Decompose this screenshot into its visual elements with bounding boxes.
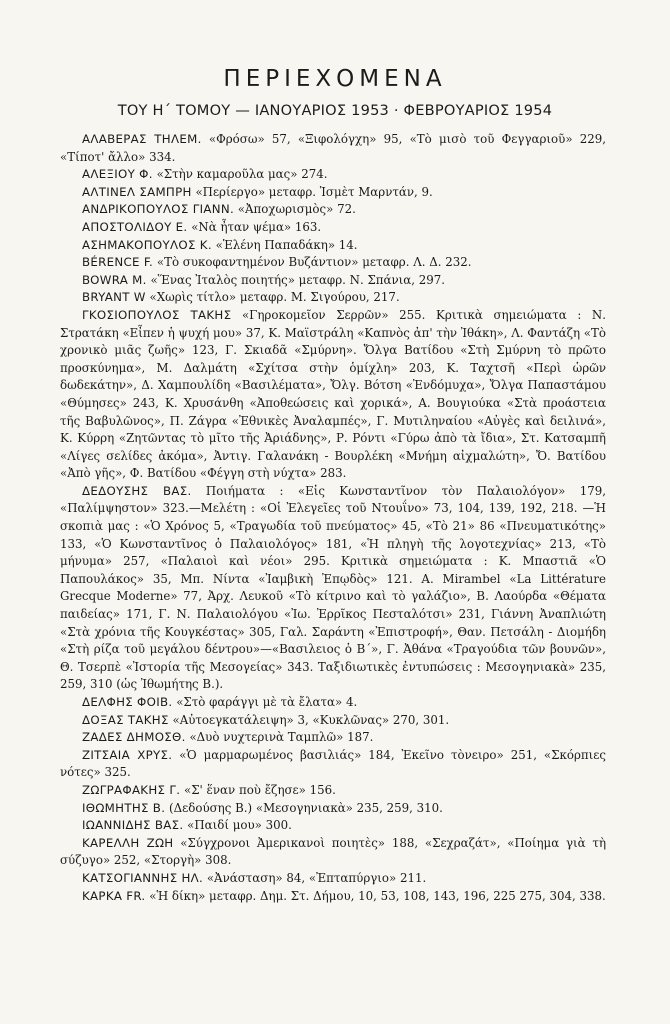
entry-text: «Σύγχρονοι Ἀμερικανοὶ ποιητὲς» 188, «Σεχραζάτ», «Ποίημα γιὰ τὴ σύζυγο» 252, «Στοργὴ» 308. [60, 835, 607, 868]
entry-text: «Ἀνάσταση» 84, «Ἐπταπύργιο» 211. [206, 870, 427, 885]
entry-author: ΑΛΤΙΝΕΛ ΣΑΜΠΡΗ [82, 184, 192, 199]
entry-text: «Παιδί μου» 300. [187, 818, 292, 833]
entry-author: ΓΚΟΣΙΟΠΟΥΛΟΣ ΤΑΚΗΣ [82, 307, 232, 322]
entry-text: «Ἡ δίκη» μεταφρ. Δημ. Στ. Δήμου, 10, 53, 108, 143, 196, 225 275, 304, 338. [149, 888, 606, 903]
entry-author: ΚΑΤΣΟΓΙΑΝΝΗΣ ΗΛ. [82, 870, 204, 885]
entry-text: «Ἕνας Ἰταλὸς ποιητής» μεταφρ. Ν. Σπάνια, 297. [150, 272, 446, 287]
entry-author: ΑΠΟΣΤΟΛΙΔΟΥ Ε. [82, 219, 188, 234]
entry-author: BOWRA M. [82, 272, 147, 287]
entry-author: ΚΑΡΕΛΛΗ ΖΩΗ [82, 835, 174, 850]
entry-author: ΙΩΑΝΝΙΔΗΣ ΒΑΣ. [82, 818, 184, 833]
index-entry [60, 712, 606, 730]
page-subtitle: ΤΟΥ Η΄ ΤΟΜΟΥ — ΙΑΝΟΥΑΡΙΟΣ 1953 · ΦΕΒΡΟΥΑΡΙΟΣ 1954 [117, 102, 553, 119]
entry-author: ΔΕΛΦΗΣ ΦΟΙΒ. [82, 695, 173, 709]
entry-text: «Δυὸ νυχτερινὰ Ταμπλῶ» 187. [189, 730, 374, 745]
entry-author: ΔΟΞΑΣ ΤΑΚΗΣ [82, 712, 169, 727]
index-entry [60, 219, 606, 237]
entry-author: ΙΘΩΜΗΤΗΣ Β. [82, 800, 166, 815]
entry-author: ΚΑΡΚΑ FR. [82, 888, 146, 903]
entry-text: Ποιήματα : «Εἰς Κωνσταντῖνον τὸν Παλαιολόγον» 179, «Παλίμψηστον» 323.—Μελέτη : «Οἱ Ἐλεγεῖες τοῦ Ντουΐνο» 73, 104, 139, 192, 218. —Ἡ σκοπιὰ μας : «Ὁ Χρόνος 5, «Τραγωδία τοῦ πνεύματος» 45, «Τὸ 21» 86 «Πνευματικότης» 133, «Ὁ Κωνσταντῖνος ὁ Παλαιολόγος» 181, «Ἡ πληγὴ τῆς λογοτεχνίας» 213, «Τὸ μήνυμα» 257, «Παλαιοὶ καὶ νέοι» 295. Κριτικὰ σημειώματα : Κ. Μπαστιᾶ «Ὁ Παπουλάκος» 35, Μπ. Νίντα «Ἰαμβικὴ Ἐπῳδὸς» 121. A. Mirambel «La Littérature Grecque Moderne» 77, Ἀρχ. Λευκοῦ «Τὸ κίτρινο καὶ τὸ γαλάζιο», Β. Λαούρδα «Θέματα παιδείας» 171, Γ. Ν. Παλαιολόγου «Ἰω. Ἐρρῖκος Πεσταλότσι» 231, Γιάννη Ἀναπλιώτη «Στὰ χρόνια τῆς Κουγκέστας» 305, Γαλ. Σαράντη «Ἐπιστροφή», Θαν. Πετσάλη - Διομήδη «Στὴ ρίζα τοῦ μεγάλου δέντρου»—«Βασιλειος ὁ Β΄», Γ. Ἀθάνα «Τραγούδια τῶν βουνῶν», Θ. Τσερπὲ «Ἰστορία τῆς Μεσογείας» 343. Ταξιδιωτικὲς ἐντυπώσεις : Μεσογηνιακὰ» 235, 259, 310 (ὡς Ἰθωμήτης Β.). [60, 483, 606, 692]
page-title: ΠΕΡΙΕΧΟΜΕΝΑ [223, 66, 447, 92]
entry-text: «Ἀποχωρισμὸς» 72. [237, 202, 356, 217]
index-entry [60, 483, 606, 694]
index-entry [60, 782, 606, 800]
entry-text: «Στὴν καμαροῦλα μας» 274. [156, 167, 328, 182]
index-entry [60, 729, 606, 747]
entry-author: ΖΙΤΣΑΙΑ ΧΡΥΣ. [82, 747, 173, 762]
entries-list [60, 131, 606, 905]
entry-text: «Αὐτοεγκατάλειψη» 3, «Κυκλῶνας» 270, 301. [172, 712, 450, 727]
entry-author: ΑΛΑΒΕΡΑΣ ΤΗΛΕΜ. [82, 132, 202, 146]
index-entry [60, 747, 606, 782]
index-entry [60, 131, 606, 166]
entry-text: «Ὁ μαρμαρωμένος βασιλιάς» 184, Ἐκεῖνο τὸνειρο» 251, «Σκόρπιες νότες» 325. [60, 747, 606, 780]
index-entry [60, 800, 606, 818]
entry-text: «Χωρὶς τίτλο» μεταφρ. Μ. Σιγούρου, 217. [149, 290, 400, 305]
index-entry [60, 817, 606, 835]
entry-text: «Σ' ἕναν ποὺ ἔζησε» 156. [184, 782, 336, 797]
entry-text: «Ἑλένη Παπαδάκη» 14. [215, 237, 358, 252]
entry-author: ΑΛΕΞΙΟΥ Φ. [82, 167, 153, 182]
index-entry [60, 888, 606, 906]
index-entry [60, 254, 606, 272]
entry-author: ΔΕΔΟΥΣΗΣ ΒΑΣ. [82, 483, 192, 498]
entry-author: ΖΑΔΕΣ ΔΗΜΟΣΘ. [82, 730, 186, 745]
entry-author: ΖΩΓΡΑΦΑΚΗΣ Γ. [82, 782, 181, 797]
index-entry [60, 307, 606, 483]
entry-author: ΑΝΔΡΙΚΟΠΟΥΛΟΣ ΓΙΑΝΝ. [82, 202, 235, 217]
index-entry [60, 694, 606, 712]
index-entry [60, 272, 606, 290]
index-entry [60, 237, 606, 255]
index-entry [60, 184, 606, 202]
entry-author: ΑΣΗΜΑΚΟΠΟΥΛΟΣ Κ. [82, 237, 212, 252]
entry-text: (Δεδούσης Β.) «Μεσογηνιακὰ» 235, 259, 310. [169, 800, 443, 815]
entry-text: «Γηροκομεῖον Σερρῶν» 255. Κριτικὰ σημειώματα : Ν. Στρατάκη «Εἶπεν ἡ ψυχή μου» 37, Κ. Μαϊστράλη «Καπνὸς ἀπ' τὴν Ἰθάκη», Λ. Φαντάζη «Τὸ χρονικὸ μιᾶς ζωῆς» 123, Γ. Σκιαδᾶ «Σμύρνη». Ὄλγα Βατίδου «Στὴ Σμύρνη τὸ πρῶτο προσκύνημα», Μ. Δαλμάτη «Σχίτσα στὴν ὁμίχλη» 203, Κ. Ταχτσῆ «Περὶ ὡρῶν δωδεκάτην», Δ. Χαμπουλίδη «Βασιλέματα», Ὄλγ. Βότση «Ἐνδόμυχα», Ὄλγα Παπαστάμου «Θύμησες» 243, Κ. Χρυσάνθη «Ἀποθεώσεις καὶ χορικά», Α. Βουγιούκα «Στὰ προάστεια τῆς Βαβυλῶνος», Π. Ζάγρα «Ἐθνικὲς Ἀναλαμπές», Γ. Μυτιληναίου «Αὐγὲς καὶ δειλινά», Κ. Κύρρη «Ζητῶντας τὸ μῖτο τῆς Ἀριάδνης», Ρ. Ρόντι «Γύρω ἀπὸ τὰ ἴδια», Στ. Κατσαμπῆ «Λίγες σελίδες ἀκόμα», Ἀντιγ. Γαλανάκη - Βουρλέκη «Μνήμη αἰχμαλώτη», Ὄ. Βατίδου «Ἀπὸ γῆς», Φ. Βατίδου «Φέγγη στὴ νύχτα» 283. [60, 307, 606, 481]
index-entry [60, 870, 606, 888]
entry-text: «Στὸ φαράγγι μὲ τὰ ἔλατα» 4. [176, 695, 358, 709]
index-entry [60, 289, 606, 307]
index-entry [60, 201, 606, 219]
entry-author: BÉRENCE F. [82, 255, 154, 270]
entry-text: «Νὰ ἦταν ψέμα» 163. [191, 219, 322, 234]
entry-text: «Φρόσω» 57, «Ξιφολόγχη» 95, «Τὸ μισὸ τοῦ Φεγγαριοῦ» 229, «Τίποτ' ἄλλο» 334. [60, 132, 607, 164]
entry-text: «Περίεργο» μεταφρ. Ἰσμὲτ Μαρντάν, 9. [195, 184, 433, 199]
entry-text: «Τὸ συκοφαντημένον Βυζάντιον» μεταφρ. Λ. Δ. 232. [156, 255, 472, 270]
index-entry [60, 835, 606, 870]
index-entry [60, 166, 606, 184]
entry-author: BRYANT W [82, 290, 146, 305]
